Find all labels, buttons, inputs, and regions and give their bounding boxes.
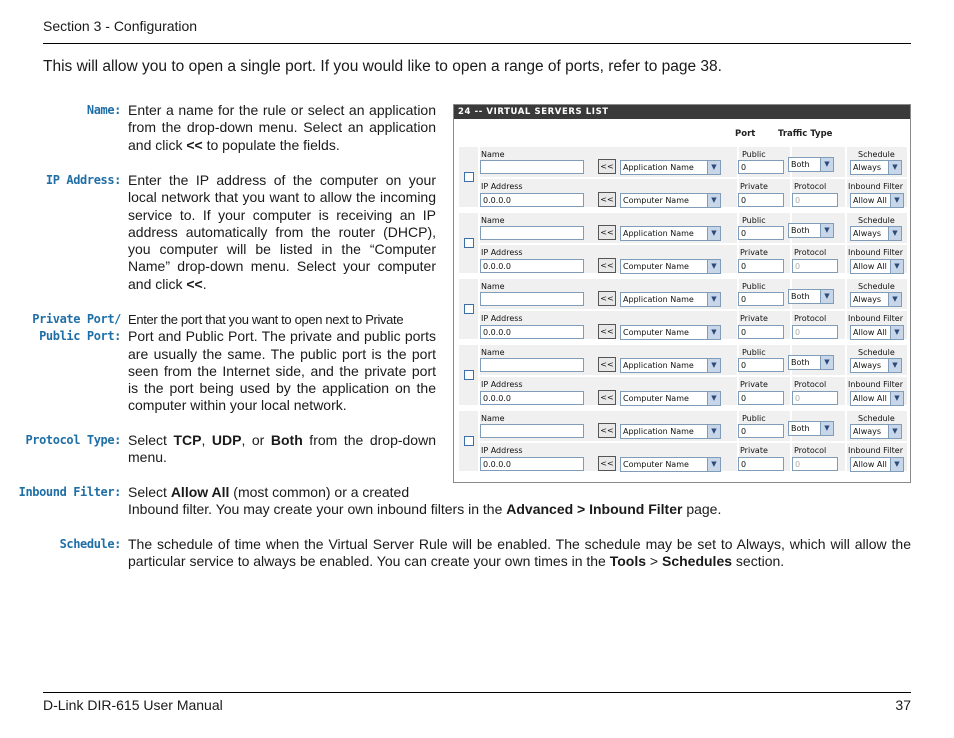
populate-app-button[interactable]: << <box>598 225 616 240</box>
desc-inbound-line1 <box>128 484 436 501</box>
virtual-server-rule <box>459 345 907 410</box>
public-port-label: Public <box>742 150 766 159</box>
private-port-input[interactable]: 0 <box>738 325 784 339</box>
populate-app-button[interactable]: << <box>598 291 616 306</box>
computer-name-value: Computer Name <box>623 394 689 403</box>
populate-app-button[interactable]: << <box>598 159 616 174</box>
chevron-down-icon: ▼ <box>888 293 901 306</box>
public-port-input[interactable]: 0 <box>738 226 784 240</box>
populate-computer-button[interactable]: << <box>598 456 616 471</box>
term-private-port: Private Port/ <box>32 312 121 326</box>
desc-protocol-sep1: , <box>201 432 212 448</box>
inbound-filter-value: Allow All <box>853 328 887 337</box>
private-port-label: Private <box>740 314 768 323</box>
private-port-input[interactable]: 0 <box>738 457 784 471</box>
desc-inbound-mid: (most common) or a created <box>229 484 410 500</box>
traffic-type-value: Both <box>791 226 810 235</box>
term-schedule: Schedule: <box>59 537 121 551</box>
chevron-down-icon: ▼ <box>890 326 903 339</box>
traffic-type-select[interactable] <box>788 355 834 370</box>
protocol-input[interactable]: 0 <box>792 391 838 405</box>
traffic-type-value: Both <box>791 424 810 433</box>
protocol-input[interactable]: 0 <box>792 259 838 273</box>
desc-schedule-schedules: Schedules <box>661 553 733 570</box>
chevron-down-icon: ▼ <box>707 260 720 273</box>
ip-address-input[interactable]: 0.0.0.0 <box>480 325 584 339</box>
name-input[interactable] <box>480 160 584 174</box>
name-label: Name <box>481 150 505 159</box>
desc-inbound-link: Advanced > Inbound Filter <box>506 501 683 517</box>
schedule-select[interactable] <box>850 424 902 439</box>
protocol-label: Protocol <box>794 446 827 455</box>
ip-address-label: IP Address <box>481 182 523 191</box>
application-name-select[interactable] <box>620 160 721 175</box>
name-label: Name <box>481 216 505 225</box>
private-port-label: Private <box>740 380 768 389</box>
protocol-label: Protocol <box>794 248 827 257</box>
inbound-filter-select[interactable] <box>850 193 904 208</box>
computer-name-value: Computer Name <box>623 262 689 271</box>
inbound-filter-value: Allow All <box>853 460 887 469</box>
column-headers <box>454 119 910 138</box>
traffic-type-value: Both <box>791 292 810 301</box>
chevron-down-icon: ▼ <box>707 425 720 438</box>
footer-divider <box>43 692 911 693</box>
column-port: Port <box>735 129 756 139</box>
rule-divider <box>478 309 907 311</box>
page-number: 37 <box>895 697 911 713</box>
desc-ports-first-line: Enter the port that you want to open next to Private <box>128 312 404 327</box>
chevron-down-icon: ▼ <box>820 290 833 303</box>
schedule-select[interactable] <box>850 160 902 175</box>
public-port-label: Public <box>742 348 766 357</box>
schedule-label: Schedule <box>858 150 895 159</box>
traffic-type-select[interactable] <box>788 289 834 304</box>
schedule-label: Schedule <box>858 414 895 423</box>
private-port-label: Private <box>740 446 768 455</box>
desc-protocol-udp: UDP <box>211 432 242 448</box>
header-divider <box>43 43 911 44</box>
chevron-down-icon: ▼ <box>707 326 720 339</box>
desc-protocol-pre: Select <box>128 432 174 448</box>
schedule-label: Schedule <box>858 348 895 357</box>
desc-ip-btn: << <box>186 275 203 292</box>
desc-schedule-pre: The schedule of time when the Virtual Server Rule will be enabled. The schedule may be set to Always, which will allow the particular service to always be enabled. You can create your own times in the <box>128 536 911 570</box>
inbound-filter-select[interactable] <box>850 259 904 274</box>
chevron-down-icon: ▼ <box>820 158 833 171</box>
desc-name-tail: to populate the fields. <box>202 136 340 153</box>
chevron-down-icon: ▼ <box>890 260 903 273</box>
inbound-filter-label: Inbound Filter <box>848 380 903 389</box>
computer-name-value: Computer Name <box>623 460 689 469</box>
traffic-type-value: Both <box>791 160 810 169</box>
computer-name-select[interactable] <box>620 391 721 406</box>
rule-enable-checkbox[interactable] <box>464 436 474 446</box>
schedule-select[interactable] <box>850 292 902 307</box>
rule-enable-checkbox[interactable] <box>464 172 474 182</box>
chevron-down-icon: ▼ <box>888 425 901 438</box>
virtual-server-rule <box>459 147 907 212</box>
chevron-down-icon: ▼ <box>820 224 833 237</box>
application-name-value: Application Name <box>623 229 694 238</box>
desc-protocol-post: from the drop-down menu. <box>128 432 436 466</box>
virtual-server-rule <box>459 411 907 476</box>
desc-ip-address <box>128 172 436 293</box>
chevron-down-icon: ▼ <box>890 392 903 405</box>
inbound-filter-value: Allow All <box>853 262 887 271</box>
name-input[interactable] <box>480 292 584 306</box>
virtual-server-rule <box>459 213 907 278</box>
protocol-input[interactable]: 0 <box>792 457 838 471</box>
computer-name-select[interactable] <box>620 325 721 340</box>
footer-manual-title: D-Link DIR-615 User Manual <box>43 697 223 713</box>
application-name-select[interactable] <box>620 424 721 439</box>
ip-address-label: IP Address <box>481 446 523 455</box>
desc-ports <box>128 311 436 415</box>
schedule-select[interactable] <box>850 226 902 241</box>
desc-schedule-gt: > <box>646 553 662 570</box>
term-public-port: Public Port: <box>39 329 121 343</box>
name-label: Name <box>481 348 505 357</box>
desc-inbound-line2 <box>128 501 911 518</box>
term-inbound-filter: Inbound Filter: <box>18 485 121 499</box>
section-title: Section 3 - Configuration <box>43 18 198 34</box>
desc-inbound-text: Inbound filter. You may create your own inbound filters in the <box>128 501 507 517</box>
chevron-down-icon: ▼ <box>707 161 720 174</box>
desc-schedule-post: section. <box>732 553 785 570</box>
name-label: Name <box>481 414 505 423</box>
term-protocol-type: Protocol Type: <box>25 433 121 447</box>
chevron-down-icon: ▼ <box>820 356 833 369</box>
desc-protocol-tcp: TCP <box>173 432 202 448</box>
desc-inbound-pre: Select <box>128 484 171 500</box>
desc-protocol-both: Both <box>270 432 303 448</box>
traffic-type-value: Both <box>791 358 810 367</box>
application-name-value: Application Name <box>623 361 694 370</box>
private-port-input[interactable]: 0 <box>738 391 784 405</box>
ip-address-label: IP Address <box>481 380 523 389</box>
schedule-value: Always <box>853 361 882 370</box>
rule-enable-checkbox[interactable] <box>464 304 474 314</box>
ip-address-input[interactable]: 0.0.0.0 <box>480 391 584 405</box>
virtual-servers-panel <box>453 104 911 483</box>
desc-name <box>128 102 436 154</box>
inbound-filter-label: Inbound Filter <box>848 446 903 455</box>
desc-protocol-sep2: , or <box>241 432 271 448</box>
chevron-down-icon: ▼ <box>888 161 901 174</box>
chevron-down-icon: ▼ <box>707 392 720 405</box>
computer-name-select[interactable] <box>620 457 721 472</box>
desc-protocol <box>128 432 436 467</box>
desc-ip-tail: . <box>202 275 207 292</box>
protocol-label: Protocol <box>794 314 827 323</box>
application-name-value: Application Name <box>623 427 694 436</box>
computer-name-value: Computer Name <box>623 196 689 205</box>
desc-name-text: Enter a name for the rule or select an application from the drop-down menu. Select an application and click <box>128 102 436 153</box>
desc-name-btn: << <box>186 136 203 153</box>
chevron-down-icon: ▼ <box>890 194 903 207</box>
chevron-down-icon: ▼ <box>888 227 901 240</box>
schedule-value: Always <box>853 229 882 238</box>
desc-inbound-allow: Allow All <box>170 484 230 500</box>
schedule-select[interactable] <box>850 358 902 373</box>
schedule-label: Schedule <box>858 282 895 291</box>
rule-divider <box>478 441 907 443</box>
chevron-down-icon: ▼ <box>820 422 833 435</box>
virtual-server-rule <box>459 279 907 344</box>
computer-name-select[interactable] <box>620 193 721 208</box>
chevron-down-icon: ▼ <box>707 194 720 207</box>
application-name-value: Application Name <box>623 295 694 304</box>
name-label: Name <box>481 282 505 291</box>
name-input[interactable] <box>480 226 584 240</box>
chevron-down-icon: ▼ <box>707 458 720 471</box>
ip-address-input[interactable]: 0.0.0.0 <box>480 259 584 273</box>
chevron-down-icon: ▼ <box>888 359 901 372</box>
inbound-filter-select[interactable] <box>850 457 904 472</box>
protocol-input[interactable]: 0 <box>792 325 838 339</box>
inbound-filter-select[interactable] <box>850 391 904 406</box>
rule-enable-checkbox[interactable] <box>464 370 474 380</box>
desc-schedule-tools: Tools <box>609 553 647 570</box>
schedule-label: Schedule <box>858 216 895 225</box>
inbound-filter-value: Allow All <box>853 196 887 205</box>
inbound-filter-value: Allow All <box>853 394 887 403</box>
computer-name-select[interactable] <box>620 259 721 274</box>
chevron-down-icon: ▼ <box>707 227 720 240</box>
inbound-filter-select[interactable] <box>850 325 904 340</box>
public-port-input[interactable]: 0 <box>738 358 784 372</box>
inbound-filter-label: Inbound Filter <box>848 314 903 323</box>
term-name: Name: <box>86 103 121 117</box>
schedule-value: Always <box>853 295 882 304</box>
public-port-input[interactable]: 0 <box>738 292 784 306</box>
intro-paragraph: This will allow you to open a single port. If you would like to open a range of ports, refer to page 38. <box>43 58 722 75</box>
desc-ports-text: Port and Public Port. The private and public ports are usually the same. The public port is the port seen from the Internet side, and the private port is the port being used by the application on the computer within your local network. <box>128 328 436 414</box>
protocol-label: Protocol <box>794 182 827 191</box>
traffic-type-select[interactable] <box>788 223 834 238</box>
private-port-label: Private <box>740 248 768 257</box>
private-port-input[interactable]: 0 <box>738 259 784 273</box>
application-name-value: Application Name <box>623 163 694 172</box>
populate-computer-button[interactable]: << <box>598 390 616 405</box>
column-traffic-type: Traffic Type <box>778 129 833 139</box>
public-port-label: Public <box>742 414 766 423</box>
rule-divider <box>478 243 907 245</box>
public-port-input[interactable]: 0 <box>738 160 784 174</box>
chevron-down-icon: ▼ <box>707 293 720 306</box>
application-name-select[interactable] <box>620 226 721 241</box>
public-port-input[interactable]: 0 <box>738 424 784 438</box>
ip-address-input[interactable]: 0.0.0.0 <box>480 193 584 207</box>
inbound-filter-label: Inbound Filter <box>848 182 903 191</box>
protocol-label: Protocol <box>794 380 827 389</box>
ip-address-label: IP Address <box>481 314 523 323</box>
desc-ip-text: Enter the IP address of the computer on your local network that you want to allow the incoming service to. If your computer is receiving an IP address automatically from the router (DHCP), you computer will be listed in the “Computer Name” drop-down menu. Select your computer and click <box>128 172 436 292</box>
populate-computer-button[interactable]: << <box>598 324 616 339</box>
rule-divider <box>478 375 907 377</box>
traffic-type-select[interactable] <box>788 157 834 172</box>
rule-enable-checkbox[interactable] <box>464 238 474 248</box>
populate-computer-button[interactable]: << <box>598 258 616 273</box>
protocol-input[interactable]: 0 <box>792 193 838 207</box>
populate-computer-button[interactable]: << <box>598 192 616 207</box>
desc-schedule <box>128 536 911 571</box>
schedule-value: Always <box>853 163 882 172</box>
ip-address-label: IP Address <box>481 248 523 257</box>
populate-app-button[interactable]: << <box>598 423 616 438</box>
panel-title: 24 -- VIRTUAL SERVERS LIST <box>454 105 910 119</box>
public-port-label: Public <box>742 216 766 225</box>
rule-divider <box>478 177 907 179</box>
public-port-label: Public <box>742 282 766 291</box>
computer-name-value: Computer Name <box>623 328 689 337</box>
private-port-input[interactable]: 0 <box>738 193 784 207</box>
application-name-select[interactable] <box>620 358 721 373</box>
traffic-type-select[interactable] <box>788 421 834 436</box>
term-ip-address: IP Address: <box>45 173 121 187</box>
schedule-value: Always <box>853 427 882 436</box>
inbound-filter-label: Inbound Filter <box>848 248 903 257</box>
ip-address-input[interactable]: 0.0.0.0 <box>480 457 584 471</box>
chevron-down-icon: ▼ <box>890 458 903 471</box>
chevron-down-icon: ▼ <box>707 359 720 372</box>
desc-inbound-post: page. <box>682 501 722 517</box>
private-port-label: Private <box>740 182 768 191</box>
populate-app-button[interactable]: << <box>598 357 616 372</box>
application-name-select[interactable] <box>620 292 721 307</box>
name-input[interactable] <box>480 358 584 372</box>
name-input[interactable] <box>480 424 584 438</box>
